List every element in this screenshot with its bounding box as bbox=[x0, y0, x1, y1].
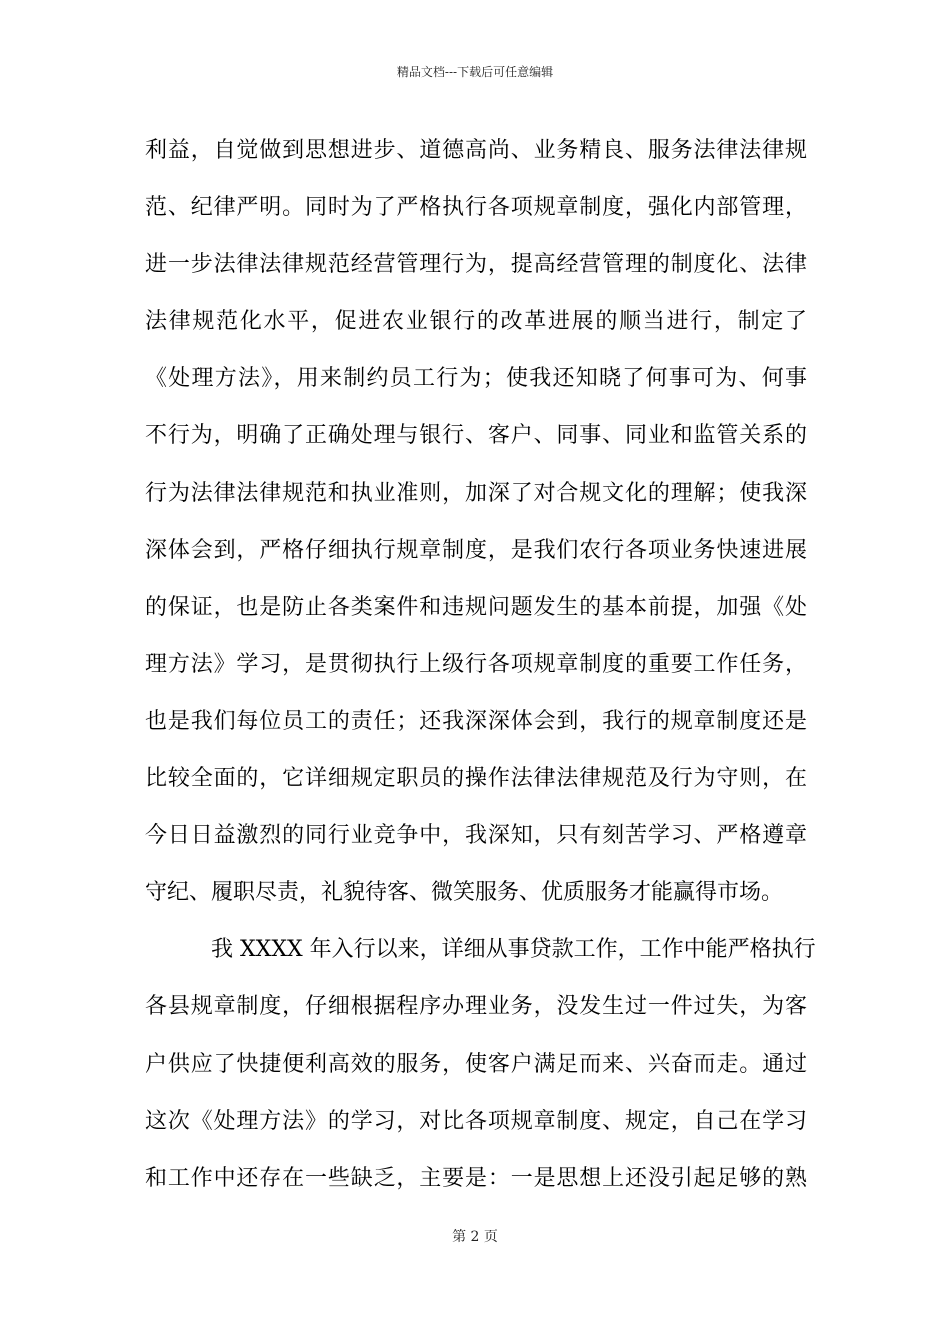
text-line: 利益，自觉做到思想进步、道德高尚、业务精良、服务法律法律规 bbox=[145, 138, 807, 163]
text-line: 的保证，也是防止各类案件和违规问题发生的基本前提，加强《处 bbox=[145, 594, 807, 620]
page-footer bbox=[0, 1228, 950, 1246]
text-line: 行为法律法律规范和执业准则，加深了对合规文化的理解；使我深 bbox=[145, 480, 807, 506]
text-line: 今日日益激烈的同行业竞争中，我深知，只有刻苦学习、严格遵章 bbox=[145, 823, 807, 849]
text-line: 这次《处理方法》的学习，对比各项规章制度、规定，自己在学习 bbox=[145, 1108, 807, 1134]
text-line: 也是我们每位员工的责任；还我深深体会到，我行的规章制度还是 bbox=[145, 708, 807, 734]
text-line: 《处理方法》，用来制约员工行为；使我还知晓了何事可为、何事 bbox=[145, 366, 807, 392]
text-line: 法律规范化水平，促进农业银行的改革进展的顺当进行，制定了 bbox=[145, 309, 807, 335]
text-line: 深体会到，严格仔细执行规章制度，是我们农行各项业务快速进展 bbox=[145, 537, 807, 563]
text-line: 户供应了快捷便利高效的服务，使客户满足而来、兴奋而走。通过 bbox=[145, 1051, 807, 1077]
text-line: 守纪、履职尽责，礼貌待客、微笑服务、优质服务才能赢得市场。 bbox=[145, 880, 784, 906]
text-line: 范、纪律严明。同时为了严格执行各项规章制度，强化内部管理， bbox=[145, 195, 807, 221]
document-body bbox=[145, 128, 816, 1213]
header-title: 精品文档---下载后可任意编辑 bbox=[396, 65, 554, 79]
text-line: 各县规章制度，仔细根据程序办理业务，没发生过一件过失，为客 bbox=[145, 994, 807, 1020]
paragraph-2 bbox=[145, 927, 816, 1212]
page-header bbox=[0, 64, 950, 80]
page-number: 第 2 页 bbox=[452, 1229, 498, 1245]
text-line: 进一步法律法律规范经营管理行为，提高经营管理的制度化、法律 bbox=[145, 252, 807, 278]
text-line: 不行为，明确了正确处理与银行、客户、同事、同业和监管关系的 bbox=[145, 423, 807, 449]
text-line: 我 XXXX 年入行以来，详细从事贷款工作，工作中能严格执行 bbox=[211, 937, 816, 963]
paragraph-1 bbox=[145, 128, 807, 927]
text-line: 比较全面的，它详细规定职员的操作法律法律规范及行为守则，在 bbox=[145, 766, 807, 792]
text-line: 和工作中还存在一些缺乏，主要是：一是思想上还没引起足够的熟 bbox=[145, 1165, 807, 1191]
text-line: 理方法》学习，是贯彻执行上级行各项规章制度的重要工作任务， bbox=[145, 651, 807, 677]
